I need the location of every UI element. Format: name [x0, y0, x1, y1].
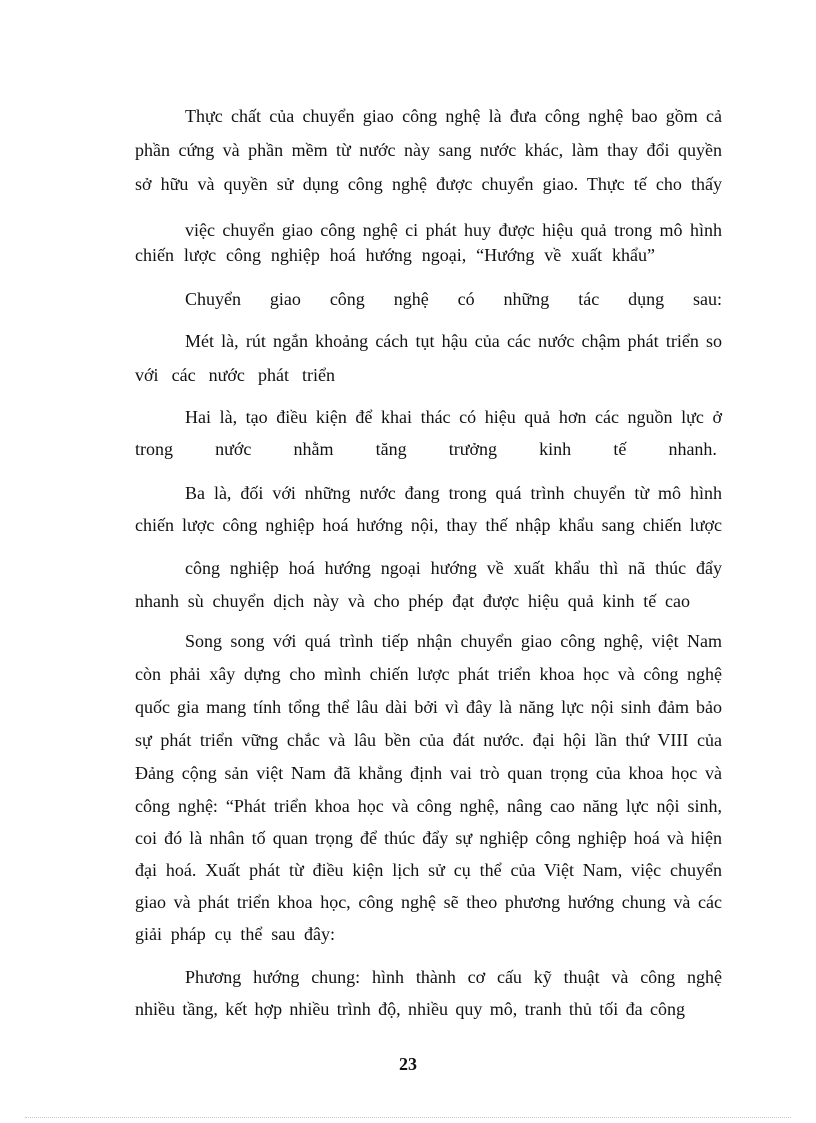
effects-heading-line	[185, 288, 722, 310]
word: dụng	[628, 289, 665, 309]
word: giao	[269, 289, 301, 309]
text-line: Song song với quá trình tiếp nhận chuyển giao công nghệ, việt Nam	[185, 631, 722, 651]
text-line: giải pháp cụ thể sau đây:	[135, 924, 335, 944]
text-line: giao và phát triển khoa học, công nghệ sẽ theo phương hướng chung và các	[135, 892, 722, 912]
word: những	[503, 289, 550, 309]
text-line: Mét là, rút ngắn khoảng cách tụt hậu của các nước chậm phát triển so	[185, 331, 722, 351]
word: trong	[135, 439, 173, 459]
word: trưởng	[448, 439, 498, 459]
text-line: sự phát triển vững chắc và lâu bền của đát nước. đại hội lần thứ VIII của	[135, 730, 722, 750]
text-line: Đảng cộng sản việt Nam đã khẳng định vai trò quan trọng của khoa học và	[135, 763, 722, 783]
word: công	[329, 289, 365, 309]
text-line: phần cứng và phần mềm từ nước này sang nước khác, làm thay đổi quyền	[135, 140, 722, 160]
text-line: đại hoá. Xuất phát từ điều kiện lịch sử cụ thể của Việt Nam, việc chuyển	[135, 860, 722, 880]
word: tăng	[375, 439, 407, 459]
text-line: Thực chất của chuyển giao công nghệ là đưa công nghệ bao gồm cả	[185, 106, 722, 126]
text-line: nhanh sù chuyển dịch này và cho phép đạt được hiệu quả kinh tế cao	[135, 591, 690, 611]
page-number: 23	[399, 1054, 417, 1074]
text-line: Phương hướng chung: hình thành cơ cấu kỹ thuật và công nghệ	[185, 967, 722, 987]
word: Chuyển	[185, 289, 241, 309]
text-line: với các nước phát triển	[135, 365, 335, 385]
text-line: Hai là, tạo điều kiện để khai thác có hiệu quả hơn các nguồn lực ở	[185, 407, 722, 427]
text-line: Ba là, đối với những nước đang trong quá trình chuyển từ mô hình	[185, 483, 722, 503]
text-line: việc chuyển giao công nghệ ci phát huy được hiệu quả trong mô hình	[185, 220, 722, 240]
text-line: công nghiệp hoá hướng ngoại hướng về xuất khẩu thì nã thúc đẩy	[185, 558, 722, 578]
text-line: chiến lược công nghiệp hoá hướng ngoại, “Hướng về xuất khẩu”	[135, 245, 655, 265]
domestic-growth-line	[135, 438, 717, 460]
text-line: còn phải xây dựng cho mình chiến lược phát triển khoa học và công nghệ	[135, 664, 722, 684]
text-line: công nghệ: “Phát triển khoa học và công nghệ, nâng cao năng lực nội sinh,	[135, 796, 722, 816]
text-line: sở hữu và quyền sử dụng công nghệ được chuyển giao. Thực tế cho thấy	[135, 174, 722, 194]
page-bottom-divider	[25, 1117, 791, 1118]
text-line: quốc gia mang tính tổng thể lâu dài bởi vì đây là năng lực nội sinh đảm bảo	[135, 697, 722, 717]
word: tác	[578, 289, 600, 309]
word: tế	[613, 439, 627, 459]
word: nhanh.	[668, 439, 717, 459]
word: nước	[215, 439, 252, 459]
word: sau:	[693, 289, 722, 309]
text-line: coi đó là nhân tố quan trọng để thúc đẩy sự nghiệp công nghiệp hoá và hiện	[135, 828, 722, 848]
text-line: nhiều tầng, kết hợp nhiều trình độ, nhiều quy mô, tranh thủ tối đa công	[135, 999, 685, 1019]
word: nhằm	[293, 439, 334, 459]
word: nghệ	[393, 289, 429, 309]
word: kinh	[539, 439, 572, 459]
text-line: chiến lược công nghiệp hoá hướng nội, thay thế nhập khẩu sang chiến lược	[135, 515, 722, 535]
word: có	[457, 289, 475, 309]
